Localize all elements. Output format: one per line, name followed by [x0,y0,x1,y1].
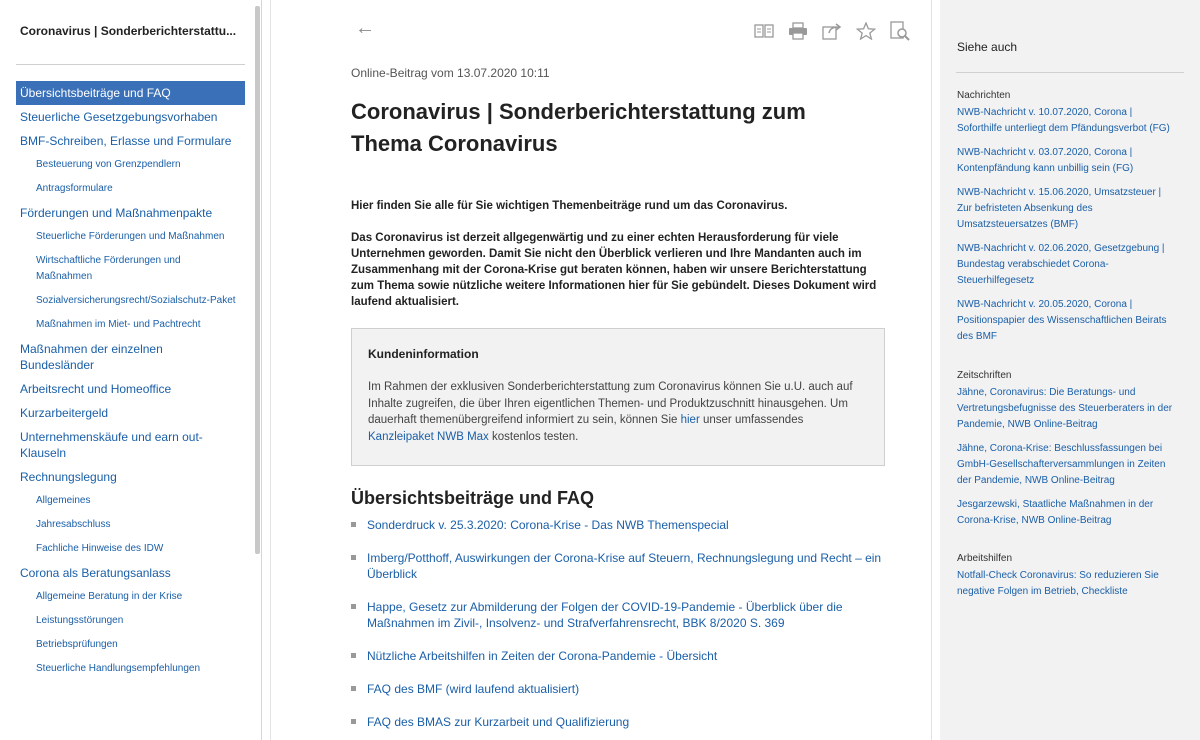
sidebar-item[interactable]: Wirtschaftliche Förderungen und Maßnahmen [36,255,181,282]
sidebar-item[interactable]: Corona als Beratungsanlass [20,566,171,580]
sidebar-item[interactable]: Betriebsprüfungen [36,639,118,650]
publish-date: Online-Beitrag vom 13.07.2020 10:11 [351,66,550,80]
sidebar-item[interactable]: Jahresabschluss [36,519,111,530]
related-link[interactable]: NWB-Nachricht v. 15.06.2020, Umsatzsteuer | Zur befristeten Absenkung des Umsatzsteuersatzes (BMF) [957,187,1162,230]
related-section-heading: Nachrichten [957,90,1011,101]
related-section [957,370,1177,537]
faq-list [351,517,891,730]
faq-link[interactable]: Happe, Gesetz zur Abmilderung der Folgen der COVID-19-Pandemie - Überblick über die Maßnahmen im Zivil-, Insolvenz- und Strafverfahrensrecht, BBK 8/2020 S. 369 [351,599,891,631]
faq-link[interactable]: FAQ des BMAS zur Kurzarbeit und Qualifizierung [351,714,891,730]
sidebar-item[interactable]: Förderungen und Maßnahmenpakte [20,206,213,220]
toolbar [753,20,911,42]
sidebar-item[interactable]: BMF-Schreiben, Erlasse und Formulare [20,134,232,148]
related-section-heading: Arbeitshilfen [957,553,1013,564]
intro-text: Das Coronavirus ist derzeit allgegenwärtig und zu einer echten Herausforderung für viele Unternehmen geworden. Damit Sie nicht den Überblick verlieren und Ihre Mandanten auch im Zusammenhang mit der Corona-Krise gut beraten können, haben wir unsere Berichterstattung zum Thema sowie nützliche weitere Informationen hier für Sie gebündelt. Dieses Dokument wird laufend aktualisiert. [351,232,877,308]
bullet-icon [351,522,356,527]
sidebar-item[interactable]: Maßnahmen im Miet- und Pachtrecht [36,319,201,330]
intro-lead: Hier finden Sie alle für Sie wichtigen Themenbeiträge rund um das Coronavirus. [351,200,788,212]
related-sidebar [940,0,1200,740]
sidebar-item[interactable]: Steuerliche Handlungsempfehlungen [36,663,201,674]
related-title: Siehe auch [957,40,1018,54]
sidebar-item[interactable]: Kurzarbeitergeld [20,406,109,420]
sidebar-divider [16,64,245,65]
sidebar-item[interactable]: Übersichtsbeiträge und FAQ [16,81,245,105]
sidebar-item[interactable]: Fachliche Hinweise des IDW [36,543,164,554]
related-section [957,553,1177,608]
related-divider [956,72,1184,73]
sidebar-item[interactable]: Antragsformulare [36,183,113,194]
related-section-heading: Zeitschriften [957,370,1012,381]
bullet-icon [351,555,356,560]
sidebar-item[interactable]: Leistungsstörungen [36,615,124,626]
sidebar-item[interactable]: Besteuerung von Grenzpendlern [36,159,181,170]
infobox-text-part: kostenlos testen. [488,430,579,443]
related-link[interactable]: Jesgarzewski, Staatliche Maßnahmen in der Corona-Krise, NWB Online-Beitrag [957,499,1154,526]
sidebar-item[interactable]: Allgemeine Beratung in der Krise [36,591,183,602]
related-link[interactable]: Notfall-Check Coronavirus: So reduzieren Sie negative Folgen im Betrieb, Checkliste [957,570,1159,597]
kanzleipaket-link[interactable]: Kanzleipaket NWB Max [368,430,489,443]
bullet-icon [351,719,356,724]
sidebar-item[interactable]: Steuerliche Gesetzgebungsvorhaben [20,110,218,124]
page-title: Coronavirus | Sonderberichterstattung zum Thema Coronavirus [351,99,806,156]
share-icon[interactable] [821,20,843,42]
related-link[interactable]: Jähne, Coronavirus: Die Beratungs- und Vertretungsbefugnisse des Steuerberaters in der Pandemie, NWB Online-Beitrag [957,387,1173,430]
sidebar-item[interactable]: Arbeitsrecht und Homeoffice [20,382,172,396]
sidebar-scrollbar[interactable] [255,6,260,554]
bullet-icon [351,686,356,691]
sidebar-title: Coronavirus | Sonderberichterstattu... [20,24,237,38]
infobox-title: Kundeninformation [368,347,479,361]
related-link[interactable]: NWB-Nachricht v. 10.07.2020, Corona | Soforthilfe unterliegt dem Pfändungsverbot (FG) [957,107,1170,134]
faq-link[interactable]: Imberg/Potthoff, Auswirkungen der Corona-Krise auf Steuern, Rechnungslegung und Recht – ein Überblick [351,550,891,582]
bullet-icon [351,604,356,609]
sidebar-nav [0,81,250,681]
related-link[interactable]: NWB-Nachricht v. 02.06.2020, Gesetzgebung | Bundestag verabschiedet Corona-Steuerhilfegesetz [957,243,1165,286]
faq-link[interactable]: Nützliche Arbeitshilfen in Zeiten der Corona-Pandemie - Übersicht [351,648,891,664]
sidebar-item[interactable]: Unternehmenskäufe und earn out-Klauseln [20,430,203,460]
left-sidebar [0,0,262,740]
faq-section-title: Übersichtsbeiträge und FAQ [351,488,595,508]
faq-link[interactable]: Sonderdruck v. 25.3.2020: Corona-Krise - Das NWB Themenspecial [351,517,891,533]
customer-info-box [351,328,885,466]
related-link[interactable]: NWB-Nachricht v. 03.07.2020, Corona | Kontenpfändung kann unbillig sein (FG) [957,147,1134,174]
related-section [957,90,1177,353]
sidebar-item[interactable]: Sozialversicherungsrecht/Sozialschutz-Paket [36,295,236,306]
related-link[interactable]: Jähne, Corona-Krise: Beschlussfassungen bei GmbH-Gesellschafterversammlungen in Zeiten der Pandemie, NWB Online-Beitrag [957,443,1166,486]
main-content [270,0,932,740]
book-icon[interactable] [753,20,775,42]
bullet-icon [351,653,356,658]
related-link[interactable]: NWB-Nachricht v. 20.05.2020, Corona | Positionspapier des Wissenschaftlichen Beirats des BMF [957,299,1167,342]
star-icon[interactable] [855,20,877,42]
hier-link[interactable]: hier [680,414,700,426]
infobox-text-part: Im Rahmen der exklusiven Sonderberichterstattung zum Coronavirus können Sie u.U. auch auf Inhalte zugreifen, die über Ihren eigentlichen Themen- und Produktzuschnitt hinausgehen. Um dauerhaft themenübergreifend informiert zu sein, können Sie [368,381,853,426]
sidebar-item[interactable]: Steuerliche Förderungen und Maßnahmen [36,231,225,242]
infobox-text [368,379,868,445]
faq-link[interactable]: FAQ des BMF (wird laufend aktualisiert) [351,681,891,697]
back-arrow-icon[interactable]: ← [355,17,375,39]
sidebar-item[interactable]: Maßnahmen der einzelnen Bundesländer [20,342,163,372]
infobox-text-part: unser umfassendes [699,414,804,426]
sidebar-item[interactable]: Rechnungslegung [20,470,117,484]
print-icon[interactable] [787,20,809,42]
document-search-icon[interactable] [889,20,911,42]
sidebar-item[interactable]: Allgemeines [36,495,91,506]
